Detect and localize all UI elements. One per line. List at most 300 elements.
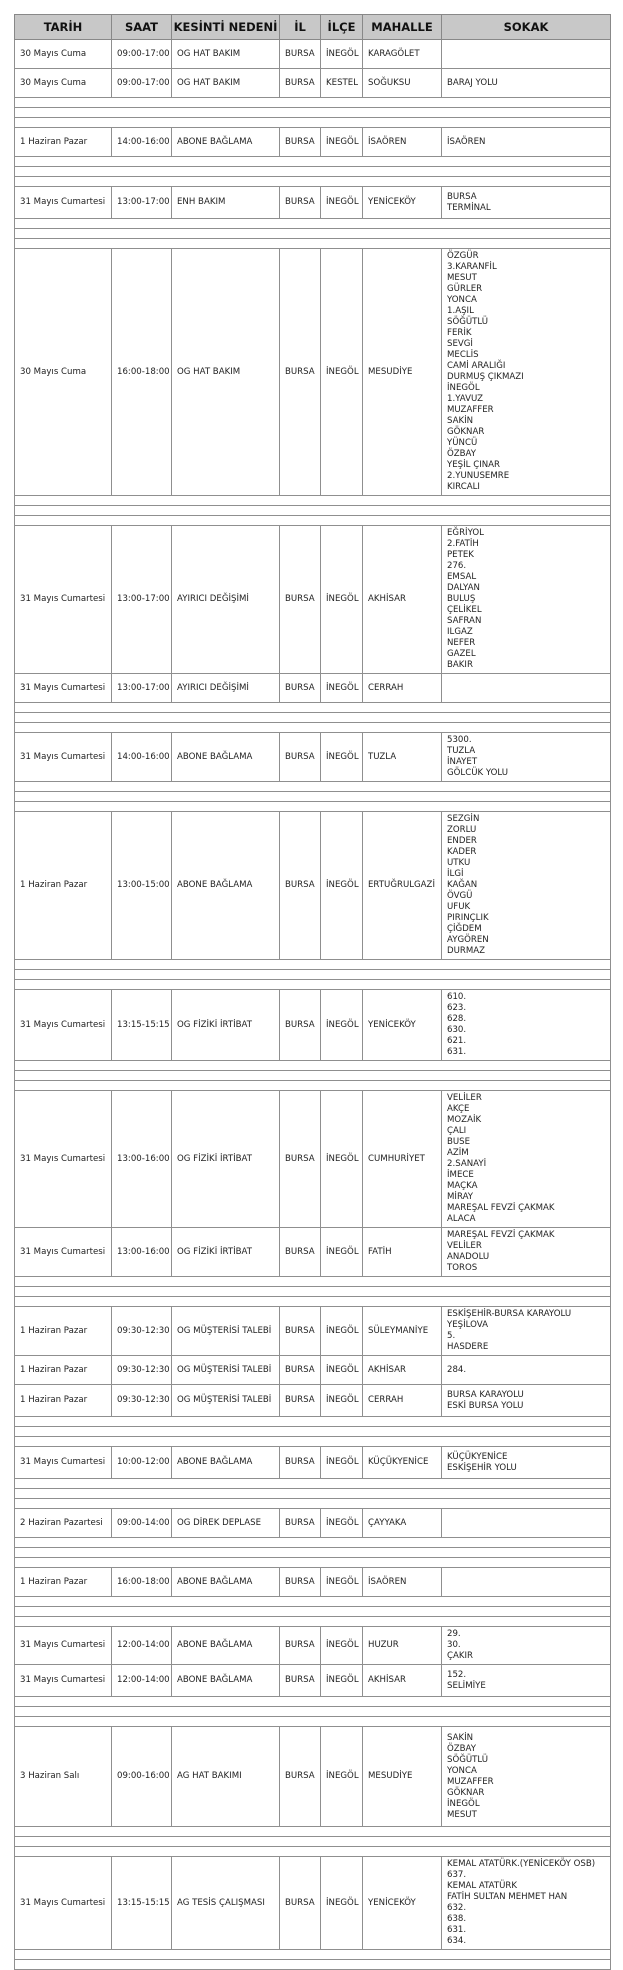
spacer-cell — [15, 1061, 611, 1071]
spacer-cell — [15, 1277, 611, 1287]
street-name: 638. — [447, 1914, 467, 1924]
cell-reason: ENH BAKIM — [172, 187, 280, 219]
street-name: KADER — [447, 847, 477, 857]
cell-district: İNEGÖL — [321, 1447, 363, 1479]
street-name: MAÇKA — [447, 1181, 478, 1191]
street-name: GAZEL — [447, 649, 476, 659]
cell-district: İNEGÖL — [321, 1228, 363, 1277]
cell-city: BURSA — [280, 1447, 321, 1479]
spacer-row — [15, 782, 611, 792]
spacer-row — [15, 960, 611, 970]
street-name: KEMAL ATATÜRK.(YENİCEKÖY OSB) — [447, 1859, 596, 1869]
cell-time: 12:00-14:00 — [112, 1665, 172, 1697]
cell-streets — [442, 1665, 611, 1697]
spacer-row — [15, 1061, 611, 1071]
street-name: 5. — [447, 1331, 456, 1341]
header-time: SAAT — [112, 15, 172, 40]
street-name: PIRINÇLIK — [447, 913, 489, 923]
cell-date: 1 Haziran Pazar — [15, 128, 112, 157]
street-name: İSAÖREN — [447, 136, 486, 147]
spacer-row — [15, 1489, 611, 1499]
cell-time: 14:00-16:00 — [112, 128, 172, 157]
cell-city: BURSA — [280, 1509, 321, 1538]
street-name: 276. — [447, 561, 467, 571]
street-name: SELİMİYE — [447, 1680, 486, 1691]
cell-reason: OG HAT BAKIM — [172, 69, 280, 98]
cell-neighborhood: AKHİSAR — [363, 1665, 442, 1697]
cell-time: 14:00-16:00 — [112, 733, 172, 782]
street-name: İMECE — [447, 1170, 474, 1180]
spacer-cell — [15, 792, 611, 802]
cell-neighborhood: CUMHURİYET — [363, 1091, 442, 1228]
street-name: MUZAFFER — [447, 1776, 494, 1787]
spacer-cell — [15, 98, 611, 108]
cell-neighborhood: YENİCEKÖY — [363, 990, 442, 1061]
spacer-cell — [15, 1548, 611, 1558]
spacer-row — [15, 1558, 611, 1568]
street-name: HASDERE — [447, 1342, 489, 1352]
table-row — [15, 1385, 611, 1417]
cell-neighborhood: YENİCEKÖY — [363, 187, 442, 219]
spacer-row — [15, 703, 611, 713]
street-name: ALACA — [447, 1214, 476, 1224]
cell-reason: OG HAT BAKIM — [172, 249, 280, 496]
spacer-cell — [15, 980, 611, 990]
table-header-row — [15, 15, 611, 40]
header-reason: KESİNTİ NEDENİ — [172, 15, 280, 40]
spacer-cell — [15, 239, 611, 249]
cell-date: 2 Haziran Pazartesi — [15, 1509, 112, 1538]
cell-streets — [442, 1307, 611, 1356]
spacer-row — [15, 1707, 611, 1717]
cell-neighborhood: MESUDİYE — [363, 1727, 442, 1827]
spacer-row — [15, 1081, 611, 1091]
spacer-cell — [15, 1287, 611, 1297]
cell-streets — [442, 733, 611, 782]
cell-time: 09:30-12:30 — [112, 1385, 172, 1417]
cell-streets — [442, 128, 611, 157]
street-name: ENDER — [447, 836, 477, 846]
spacer-cell — [15, 1499, 611, 1509]
spacer-cell — [15, 1417, 611, 1427]
cell-city: BURSA — [280, 128, 321, 157]
table-row — [15, 1447, 611, 1479]
street-name: 2.FATİH — [447, 539, 479, 549]
cell-neighborhood: YENİCEKÖY — [363, 1857, 442, 1950]
street-name: FATİH SULTAN MEHMET HAN — [447, 1892, 568, 1902]
street-name: ZORLU — [447, 825, 477, 835]
cell-streets — [442, 990, 611, 1061]
spacer-row — [15, 980, 611, 990]
table-row — [15, 1228, 611, 1277]
cell-streets — [442, 40, 611, 69]
cell-district: İNEGÖL — [321, 1307, 363, 1356]
street-name: MAREŞAL FEVZİ ÇAKMAK — [447, 1203, 555, 1213]
cell-streets — [442, 1228, 611, 1277]
cell-reason: OG MÜŞTERİSİ TALEBİ — [172, 1356, 280, 1385]
spacer-row — [15, 1597, 611, 1607]
table-row — [15, 1627, 611, 1665]
cell-streets — [442, 187, 611, 219]
spacer-row — [15, 1538, 611, 1548]
cell-date: 1 Haziran Pazar — [15, 1568, 112, 1597]
table-row — [15, 812, 611, 960]
cell-streets — [442, 1627, 611, 1665]
street-name: GÜRLER — [447, 284, 483, 294]
spacer-row — [15, 1697, 611, 1707]
cell-district: KESTEL — [321, 69, 363, 98]
street-name: PETEK — [447, 550, 474, 560]
street-name: 2.YUNUSEMRE — [447, 471, 510, 481]
street-name: KEMAL ATATÜRK — [447, 1881, 518, 1891]
cell-city: BURSA — [280, 1627, 321, 1665]
street-name: 29. — [447, 1629, 461, 1639]
cell-date: 1 Haziran Pazar — [15, 1307, 112, 1356]
table-row — [15, 1568, 611, 1597]
cell-city: BURSA — [280, 990, 321, 1061]
spacer-row — [15, 713, 611, 723]
street-name: 1.AŞIL — [447, 306, 474, 316]
header-city: İL — [280, 15, 321, 40]
cell-date: 1 Haziran Pazar — [15, 1385, 112, 1417]
cell-date: 31 Mayıs Cumartesi — [15, 1091, 112, 1228]
cell-city: BURSA — [280, 1385, 321, 1417]
table-row — [15, 1307, 611, 1356]
spacer-cell — [15, 1847, 611, 1857]
street-name: YONCA — [447, 1765, 477, 1776]
street-name: ÖVGÜ — [447, 891, 473, 901]
cell-reason: OG FİZİKİ İRTİBAT — [172, 990, 280, 1061]
cell-reason: AG HAT BAKIMI — [172, 1727, 280, 1827]
cell-city: BURSA — [280, 1665, 321, 1697]
cell-city: BURSA — [280, 1356, 321, 1385]
street-name: BURSA — [447, 191, 477, 202]
cell-date: 31 Mayıs Cumartesi — [15, 990, 112, 1061]
street-name: ÖZBAY — [447, 1743, 477, 1754]
table-row — [15, 674, 611, 703]
spacer-cell — [15, 506, 611, 516]
street-name: TERMİNAL — [447, 202, 491, 213]
cell-neighborhood: TUZLA — [363, 733, 442, 782]
cell-neighborhood: FATİH — [363, 1228, 442, 1277]
cell-city: BURSA — [280, 187, 321, 219]
cell-streets — [442, 1385, 611, 1417]
cell-date: 30 Mayıs Cuma — [15, 249, 112, 496]
table-body — [15, 40, 611, 1970]
cell-time: 16:00-18:00 — [112, 249, 172, 496]
cell-time: 13:00-17:00 — [112, 674, 172, 703]
spacer-row — [15, 157, 611, 167]
street-name: İNEGÖL — [447, 383, 480, 393]
cell-city: BURSA — [280, 249, 321, 496]
table-row — [15, 187, 611, 219]
cell-neighborhood: HUZUR — [363, 1627, 442, 1665]
spacer-cell — [15, 118, 611, 128]
street-name: SAFRAN — [447, 616, 482, 626]
street-name: 631. — [447, 1047, 467, 1057]
table-row — [15, 1727, 611, 1827]
spacer-row — [15, 723, 611, 733]
spacer-cell — [15, 219, 611, 229]
cell-time: 09:00-17:00 — [112, 69, 172, 98]
street-name: ÖZBAY — [447, 449, 477, 459]
spacer-cell — [15, 1558, 611, 1568]
spacer-row — [15, 229, 611, 239]
spacer-cell — [15, 157, 611, 167]
street-name: SEZGİN — [447, 814, 480, 824]
street-name: BARAJ YOLU — [447, 77, 498, 88]
cell-district: İNEGÖL — [321, 526, 363, 674]
cell-city: BURSA — [280, 733, 321, 782]
spacer-row — [15, 1417, 611, 1427]
street-name: GÖKNAR — [447, 427, 485, 437]
cell-city: BURSA — [280, 1857, 321, 1950]
street-name: SÖĞÜTLÜ — [447, 317, 489, 327]
street-name: 610. — [447, 992, 467, 1002]
spacer-row — [15, 1617, 611, 1627]
street-name: İNAYET — [447, 757, 478, 767]
spacer-row — [15, 1548, 611, 1558]
street-name: MESUT — [447, 273, 477, 283]
street-name: ILGAZ — [447, 627, 473, 637]
cell-time: 09:30-12:30 — [112, 1307, 172, 1356]
cell-neighborhood: AKHİSAR — [363, 526, 442, 674]
spacer-cell — [15, 970, 611, 980]
cell-reason: ABONE BAĞLAMA — [172, 1627, 280, 1665]
header-neighborhood: MAHALLE — [363, 15, 442, 40]
street-name: UFUK — [447, 902, 471, 912]
cell-streets — [442, 1091, 611, 1228]
cell-district: İNEGÖL — [321, 674, 363, 703]
spacer-row — [15, 118, 611, 128]
spacer-row — [15, 98, 611, 108]
cell-reason: ABONE BAĞLAMA — [172, 733, 280, 782]
spacer-row — [15, 1960, 611, 1970]
street-name: VELİLER — [447, 1241, 482, 1251]
street-name: YEŞİLOVA — [447, 1320, 488, 1330]
street-name: SEVGİ — [447, 339, 473, 349]
cell-neighborhood: CERRAH — [363, 1385, 442, 1417]
cell-district: İNEGÖL — [321, 990, 363, 1061]
cell-time: 16:00-18:00 — [112, 1568, 172, 1597]
table-row — [15, 733, 611, 782]
spacer-cell — [15, 1297, 611, 1307]
street-name: TOROS — [447, 1263, 478, 1273]
street-name: 1.YAVUZ — [447, 394, 484, 404]
cell-neighborhood: SOĞUKSU — [363, 69, 442, 98]
cell-neighborhood: KARAGÖLET — [363, 40, 442, 69]
spacer-cell — [15, 1697, 611, 1707]
cell-time: 13:15-15:15 — [112, 1857, 172, 1950]
table-row — [15, 1665, 611, 1697]
cell-reason: OG MÜŞTERİSİ TALEBİ — [172, 1385, 280, 1417]
street-name: 2.SANAYİ — [447, 1159, 487, 1169]
cell-streets — [442, 1727, 611, 1827]
spacer-row — [15, 1277, 611, 1287]
spacer-row — [15, 506, 611, 516]
street-name: 30. — [447, 1640, 461, 1650]
spacer-cell — [15, 723, 611, 733]
street-name: ÖZGÜR — [447, 251, 479, 261]
street-name: İNEGÖL — [447, 1798, 480, 1809]
cell-district: İNEGÖL — [321, 1627, 363, 1665]
street-name: YONCA — [447, 295, 477, 305]
spacer-row — [15, 177, 611, 187]
spacer-cell — [15, 960, 611, 970]
street-name: 284. — [447, 1364, 467, 1375]
cell-streets — [442, 526, 611, 674]
cell-city: BURSA — [280, 1228, 321, 1277]
cell-neighborhood: ÇAYYAKA — [363, 1509, 442, 1538]
cell-reason: OG MÜŞTERİSİ TALEBİ — [172, 1307, 280, 1356]
cell-time: 13:15-15:15 — [112, 990, 172, 1061]
spacer-cell — [15, 167, 611, 177]
table-row — [15, 128, 611, 157]
cell-streets — [442, 1447, 611, 1479]
spacer-row — [15, 219, 611, 229]
cell-city: BURSA — [280, 812, 321, 960]
cell-time: 09:00-17:00 — [112, 40, 172, 69]
street-name: 634. — [447, 1936, 467, 1946]
spacer-row — [15, 1837, 611, 1847]
cell-reason: AG TESİS ÇALIŞMASI — [172, 1857, 280, 1950]
cell-district: İNEGÖL — [321, 249, 363, 496]
cell-reason: OG DİREK DEPLASE — [172, 1509, 280, 1538]
table-row — [15, 990, 611, 1061]
street-name: MECLİS — [447, 350, 479, 360]
cell-reason: ABONE BAĞLAMA — [172, 128, 280, 157]
street-name: 152. — [447, 1669, 467, 1680]
spacer-row — [15, 167, 611, 177]
cell-district: İNEGÖL — [321, 1727, 363, 1827]
cell-streets — [442, 69, 611, 98]
cell-date: 31 Mayıs Cumartesi — [15, 1857, 112, 1950]
cell-date: 31 Mayıs Cumartesi — [15, 1447, 112, 1479]
street-name: BULUŞ — [447, 594, 476, 604]
spacer-row — [15, 1297, 611, 1307]
cell-reason: ABONE BAĞLAMA — [172, 812, 280, 960]
street-name: CAMİ ARALIĞI — [447, 361, 506, 371]
street-name: DURMUŞ ÇIKMAZI — [447, 372, 524, 382]
street-name: SAKİN — [447, 416, 474, 426]
street-name: EĞRİYOL — [447, 528, 484, 538]
cell-district: İNEGÖL — [321, 40, 363, 69]
cell-district: İNEGÖL — [321, 1568, 363, 1597]
spacer-row — [15, 496, 611, 506]
spacer-cell — [15, 1479, 611, 1489]
cell-district: İNEGÖL — [321, 812, 363, 960]
street-name: MESUT — [447, 1809, 477, 1820]
spacer-cell — [15, 1827, 611, 1837]
cell-time: 10:00-12:00 — [112, 1447, 172, 1479]
street-name: ESKİŞEHİR YOLU — [447, 1462, 517, 1473]
cell-neighborhood: SÜLEYMANİYE — [363, 1307, 442, 1356]
cell-reason: AYIRICI DEĞİŞİMİ — [172, 674, 280, 703]
table-row — [15, 1091, 611, 1228]
table-row — [15, 40, 611, 69]
street-name: 623. — [447, 1003, 467, 1013]
spacer-cell — [15, 1538, 611, 1548]
street-name: 621. — [447, 1036, 467, 1046]
table-row — [15, 1356, 611, 1385]
cell-district: İNEGÖL — [321, 128, 363, 157]
spacer-cell — [15, 1081, 611, 1091]
cell-reason: ABONE BAĞLAMA — [172, 1568, 280, 1597]
cell-streets — [442, 1857, 611, 1950]
spacer-row — [15, 1437, 611, 1447]
street-name: VELİLER — [447, 1093, 482, 1103]
spacer-cell — [15, 1489, 611, 1499]
cell-city: BURSA — [280, 40, 321, 69]
header-district: İLÇE — [321, 15, 363, 40]
spacer-row — [15, 108, 611, 118]
cell-streets — [442, 249, 611, 496]
street-name: ÇALI — [447, 1126, 467, 1136]
header-date: TARİH — [15, 15, 112, 40]
cell-time: 09:00-16:00 — [112, 1727, 172, 1827]
spacer-row — [15, 970, 611, 980]
spacer-row — [15, 1479, 611, 1489]
cell-date: 31 Mayıs Cumartesi — [15, 1228, 112, 1277]
spacer-row — [15, 1847, 611, 1857]
street-name: 631. — [447, 1925, 467, 1935]
header-street: SOKAK — [442, 15, 611, 40]
cell-date: 1 Haziran Pazar — [15, 1356, 112, 1385]
table-row — [15, 1509, 611, 1538]
outage-table — [14, 14, 611, 1970]
spacer-cell — [15, 1950, 611, 1960]
street-name: BAKIR — [447, 660, 473, 670]
cell-reason: AYIRICI DEĞİŞİMİ — [172, 526, 280, 674]
cell-neighborhood: MESUDİYE — [363, 249, 442, 496]
cell-city: BURSA — [280, 1727, 321, 1827]
street-name: ÇAKIR — [447, 1651, 474, 1661]
street-name: AKÇE — [447, 1104, 470, 1114]
cell-neighborhood: ERTUĞRULGAZİ — [363, 812, 442, 960]
spacer-row — [15, 1607, 611, 1617]
spacer-cell — [15, 1707, 611, 1717]
cell-date: 3 Haziran Salı — [15, 1727, 112, 1827]
cell-district: İNEGÖL — [321, 1385, 363, 1417]
cell-neighborhood: İSAÖREN — [363, 128, 442, 157]
cell-time: 13:00-16:00 — [112, 1228, 172, 1277]
cell-district: İNEGÖL — [321, 1356, 363, 1385]
cell-date: 31 Mayıs Cumartesi — [15, 674, 112, 703]
table-row — [15, 1857, 611, 1950]
spacer-row — [15, 239, 611, 249]
cell-city: BURSA — [280, 1091, 321, 1228]
spacer-cell — [15, 1717, 611, 1727]
spacer-cell — [15, 108, 611, 118]
cell-reason: ABONE BAĞLAMA — [172, 1447, 280, 1479]
cell-streets — [442, 674, 611, 703]
cell-city: BURSA — [280, 1307, 321, 1356]
cell-neighborhood: İSAÖREN — [363, 1568, 442, 1597]
street-name: YÜNCÜ — [447, 438, 478, 448]
cell-streets — [442, 1568, 611, 1597]
street-name: 630. — [447, 1025, 467, 1035]
street-name: BUSE — [447, 1137, 471, 1147]
cell-city: BURSA — [280, 674, 321, 703]
street-name: ESKİŞEHİR-BURSA KARAYOLU — [447, 1309, 572, 1319]
spacer-cell — [15, 177, 611, 187]
cell-date: 31 Mayıs Cumartesi — [15, 733, 112, 782]
cell-city: BURSA — [280, 526, 321, 674]
cell-date: 31 Mayıs Cumartesi — [15, 526, 112, 674]
street-name: EMSAL — [447, 572, 477, 582]
spacer-row — [15, 792, 611, 802]
spacer-cell — [15, 496, 611, 506]
